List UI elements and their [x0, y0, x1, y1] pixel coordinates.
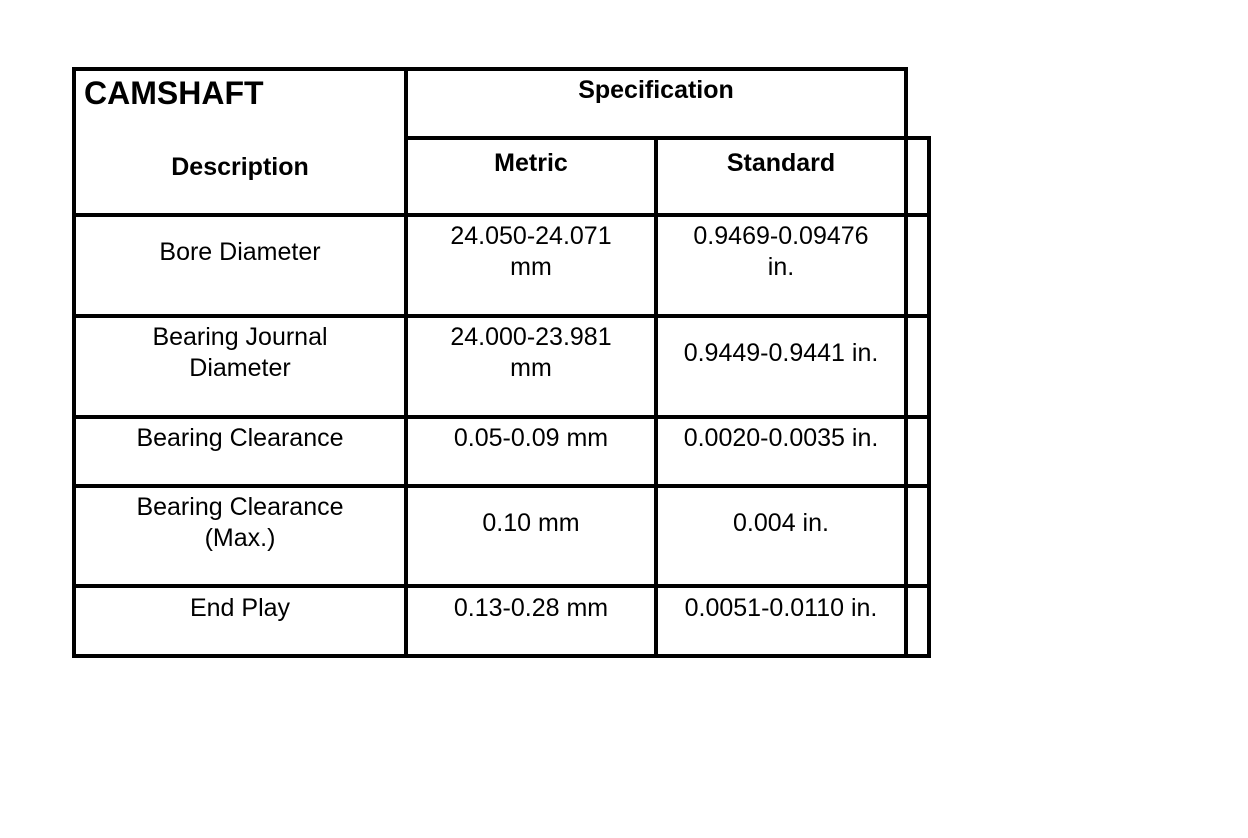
- row-3-metric: 0.05-0.09 mm: [453, 423, 609, 452]
- row-5-standard: 0.0051-0.0110 in.: [684, 593, 878, 622]
- row-2-metric: 24.000-23.981 mm: [450, 323, 612, 382]
- table-divider-subheader: [404, 136, 931, 140]
- row-5-metric: 0.13-0.28 mm: [453, 593, 609, 622]
- column-header-standard: Standard: [726, 148, 836, 177]
- row-3-standard: 0.0020-0.0035 in.: [683, 423, 879, 452]
- column-header-metric: Metric: [494, 148, 568, 177]
- row-2-standard: 0.9449-0.9441 in.: [683, 338, 879, 367]
- table-divider-row-4: [72, 584, 931, 588]
- table-border-spec-right: [904, 67, 908, 658]
- row-3-description: Bearing Clearance: [136, 423, 344, 452]
- row-1-standard: 0.9469-0.09476 in.: [693, 222, 869, 281]
- row-1-metric: 24.050-24.071 mm: [450, 222, 612, 281]
- spec-header: Specification: [578, 75, 734, 104]
- column-header-description: Description: [171, 152, 309, 181]
- row-4-description: Bearing Clearance (Max.): [136, 493, 344, 552]
- row-1-description: Bore Diameter: [159, 237, 321, 266]
- row-4-metric: 0.10 mm: [482, 508, 580, 537]
- table-title: CAMSHAFT: [84, 75, 264, 111]
- table-border-bottom: [72, 654, 931, 658]
- row-2-description: Bearing Journal Diameter: [152, 323, 328, 382]
- table-divider-row-2: [72, 415, 931, 419]
- row-4-standard: 0.004 in.: [733, 508, 829, 537]
- table-border-top: [72, 67, 908, 71]
- row-5-description: End Play: [189, 593, 291, 622]
